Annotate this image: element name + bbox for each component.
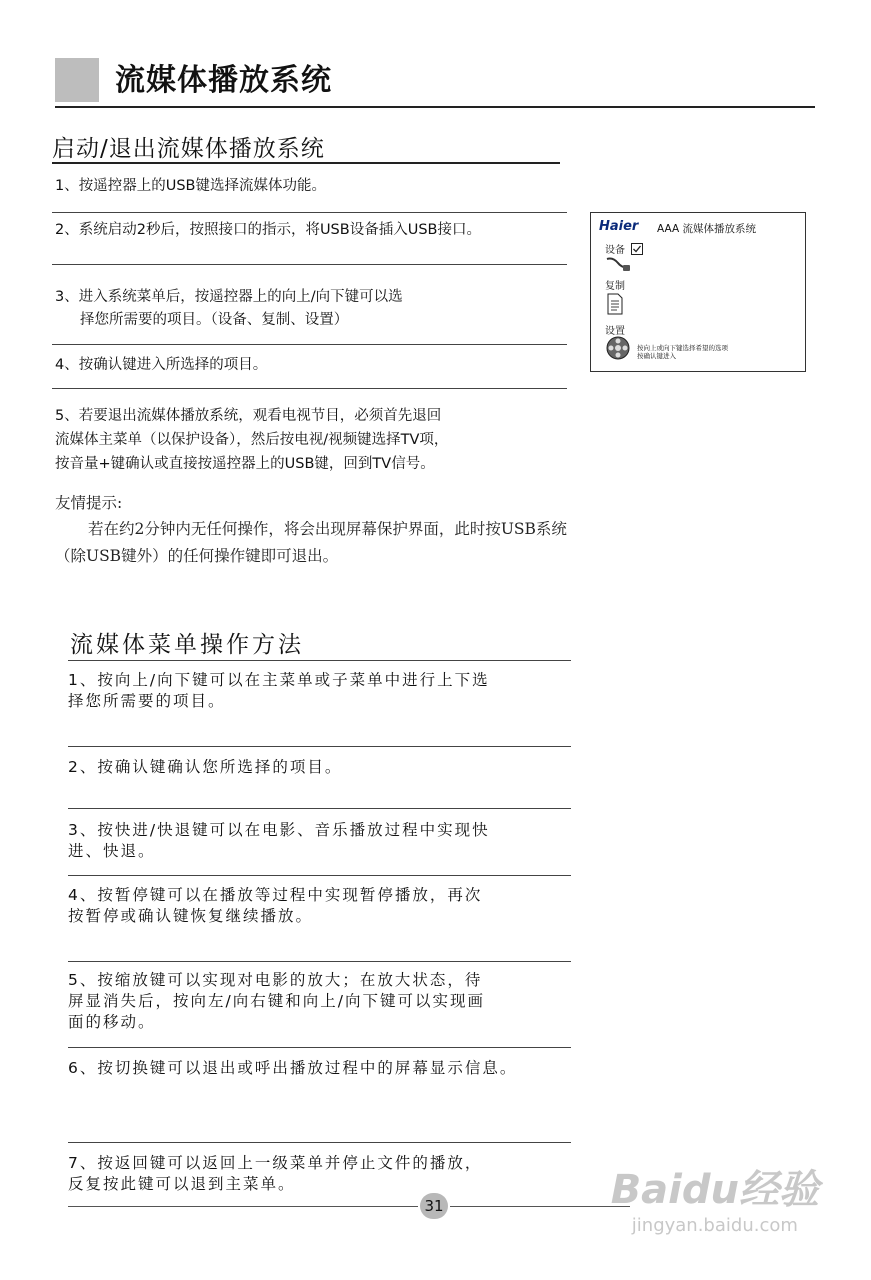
watermark-brand: Baidu经验 [610, 1167, 819, 1213]
op-step-7-line-1: 7、按返回键可以返回上一级菜单并停止文件的播放， [68, 1154, 483, 1172]
op-step-1-line-1: 1、按向上/向下键可以在主菜单或子菜单中进行上下选 [68, 671, 490, 689]
divider [68, 746, 571, 747]
document-icon [607, 293, 623, 319]
hint-line-1: 按向上或向下键选择希望的选项 [637, 344, 728, 352]
divider [68, 1047, 571, 1048]
page-title: 流媒体播放系统 [115, 63, 332, 98]
checkbox-icon [631, 240, 643, 259]
op-step-5-line-1: 5、按缩放键可以实现对电影的放大；在放大状态，待 [68, 971, 483, 989]
step-5-line-2: 流媒体主菜单（以保护设备），然后按电视/视频键选择TV项， [55, 432, 449, 448]
step-4: 4、按确认键进入所选择的项目。 [55, 357, 268, 373]
header-marker [55, 58, 99, 102]
footer-rule-left [68, 1206, 418, 1207]
watermark-url: jingyan.baidu.com [631, 1215, 798, 1236]
tip-line-1: 若在约2分钟内无任何操作，将会出现屏幕保护界面，此时按USB系统 [88, 520, 567, 538]
step-3-line-2: 择您所需要的项目。（设备、复制、设置） [80, 312, 349, 328]
op-step-5-line-3: 面的移动。 [68, 1013, 156, 1031]
step-5-line-1: 5、若要退出流媒体播放系统，观看电视节目，必须首先退回 [55, 408, 442, 424]
divider [68, 808, 571, 809]
divider [68, 1142, 571, 1143]
divider [52, 264, 567, 265]
menu-item-settings: 设置 [605, 326, 625, 337]
op-step-1-line-2: 择您所需要的项目。 [68, 692, 226, 710]
divider [68, 875, 571, 876]
op-step-3-line-1: 3、按快进/快退键可以在电影、音乐播放过程中实现快 [68, 821, 490, 839]
op-step-7-line-2: 反复按此键可以退到主菜单。 [68, 1175, 296, 1193]
op-step-2: 2、按确认键确认您所选择的项目。 [68, 758, 343, 776]
screen-title: AAA 流媒体播放系统 [657, 223, 756, 235]
op-step-4-line-2: 按暂停或确认键恢复继续播放。 [68, 907, 314, 925]
divider [52, 388, 567, 389]
divider [52, 344, 567, 345]
baidu-watermark [611, 1158, 819, 1236]
menu-item-device: 设备 [605, 245, 625, 256]
divider [52, 212, 567, 213]
section-title-menu-operation: 流媒体菜单操作方法 [70, 632, 304, 658]
menu-item-copy: 复制 [605, 281, 625, 292]
op-step-5-line-2: 屏显消失后，按向左/向右键和向上/向下键可以实现画 [68, 992, 485, 1010]
divider [68, 961, 571, 962]
section-title-start-exit: 启动/退出流媒体播放系统 [52, 136, 325, 162]
step-3-line-1: 3、进入系统菜单后，按遥控器上的向上/向下键可以选 [55, 289, 403, 305]
section-rule [52, 162, 560, 164]
step-5-line-3: 按音量+键确认或直接按遥控器上的USB键，回到TV信号。 [55, 456, 435, 472]
haier-logo: Haier [599, 219, 639, 234]
header-rule [55, 106, 815, 108]
footer-rule-right [450, 1206, 630, 1207]
op-step-3-line-2: 进、快退。 [68, 842, 156, 860]
step-1: 1、按遥控器上的USB键选择流媒体功能。 [55, 178, 326, 194]
step-2: 2、系统启动2秒后，按照接口的指示，将USB设备插入USB接口。 [55, 222, 481, 238]
op-step-6: 6、按切换键可以退出或呼出播放过程中的屏幕显示信息。 [68, 1059, 518, 1077]
hint-line-2: 按确认键进入 [637, 352, 676, 360]
tip-line-2: （除USB键外）的任何操作键即可退出。 [55, 547, 339, 565]
usb-menu-screen [590, 212, 806, 372]
section-rule [68, 660, 571, 661]
usb-plug-icon [605, 255, 631, 277]
film-reel-icon [606, 336, 630, 364]
tip-heading: 友情提示: [55, 494, 123, 512]
page-number: 31 [420, 1193, 448, 1219]
op-step-4-line-1: 4、按暂停键可以在播放等过程中实现暂停播放，再次 [68, 886, 483, 904]
